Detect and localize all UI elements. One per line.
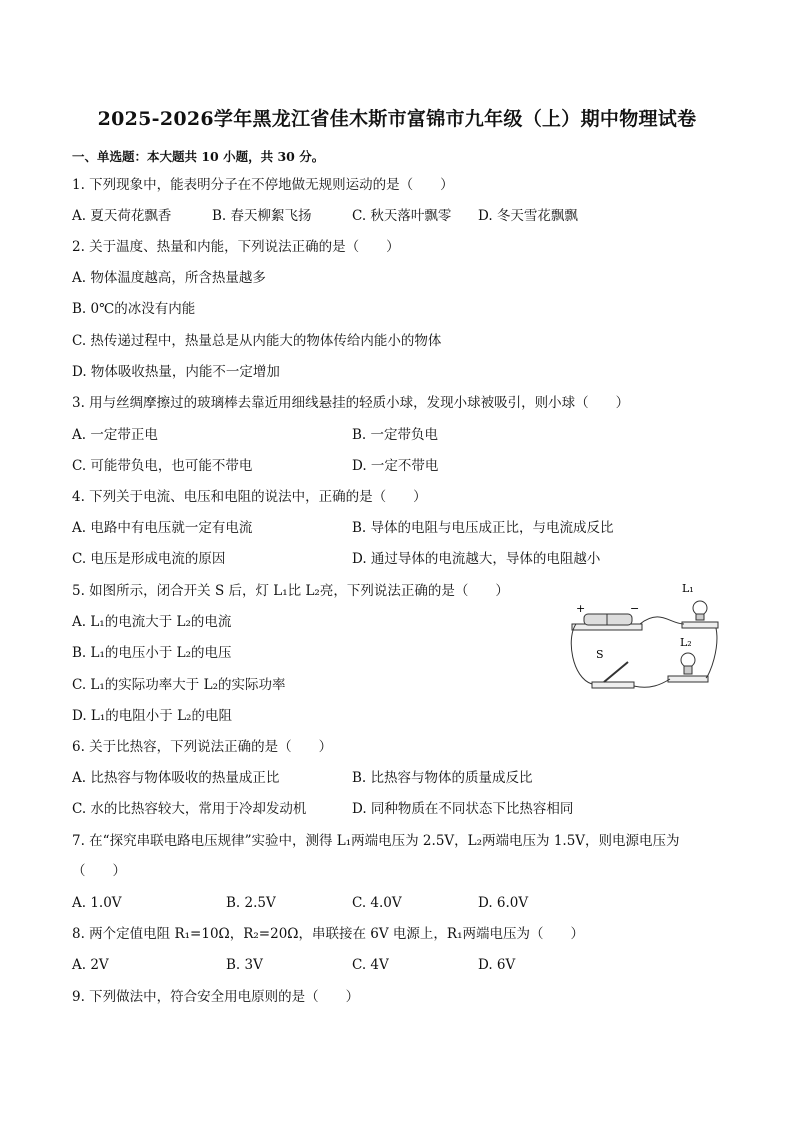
battery-plus-label: + — [576, 602, 586, 615]
lamp-2-board — [668, 676, 708, 682]
question-9-stem: 9. 下列做法中，符合安全用电原则的是（ ） — [72, 989, 360, 1005]
q5-option-c: C. L₁的实际功率大于 L₂的实际功率 — [72, 677, 286, 693]
q2-option-c: C. 热传递过程中，热量总是从内能大的物体传给内能小的物体 — [72, 333, 442, 349]
q4-option-c: C. 电压是形成电流的原因 — [72, 551, 226, 567]
q8-option-a: A. 2V — [72, 957, 109, 973]
question-3-stem: 3. 用与丝绸摩擦过的玻璃棒去靠近用细线悬挂的轻质小球，发现小球被吸引，则小球（ ） — [72, 395, 630, 411]
battery — [584, 614, 632, 625]
q7-option-c: C. 4.0V — [352, 895, 402, 911]
lamp-1-board — [682, 622, 718, 628]
question-6-stem: 6. 关于比热容，下列说法正确的是（ ） — [72, 739, 333, 755]
q1-option-c: C. 秋天落叶飘零 — [352, 208, 452, 224]
q3-option-a: A. 一定带正电 — [72, 427, 158, 443]
lamp-1-bulb — [693, 601, 707, 615]
q5-option-d: D. L₁的电阻小于 L₂的电阻 — [72, 708, 232, 724]
question-7-stem: 7. 在“探究串联电路电压规律”实验中，测得 L₁两端电压为 2.5V，L₂两端电压为 1.5V，则电源电压为 — [72, 833, 680, 849]
q4-option-a: A. 电路中有电压就一定有电流 — [72, 520, 253, 536]
q6-option-c: C. 水的比热容较大，常用于冷却发动机 — [72, 801, 307, 817]
q2-option-d: D. 物体吸收热量，内能不一定增加 — [72, 364, 280, 380]
q1-option-b: B. 春天柳絮飞扬 — [212, 208, 312, 224]
question-5-stem: 5. 如图所示，闭合开关 S 后，灯 L₁比 L₂亮，下列说法正确的是（ ） — [72, 583, 509, 599]
section-heading: 一、单选题：本大题共 10 小题，共 30 分。 — [72, 149, 325, 164]
q2-option-b: B. 0℃的冰没有内能 — [72, 301, 196, 317]
q7-option-d: D. 6.0V — [478, 895, 529, 911]
question-1-stem: 1. 下列现象中，能表明分子在不停地做无规则运动的是（ ） — [72, 177, 454, 193]
q8-option-c: C. 4V — [352, 957, 389, 973]
q8-option-b: B. 3V — [226, 957, 263, 973]
q1-option-a: A. 夏天荷花飘香 — [72, 208, 172, 224]
lamp-1-label: L₁ — [682, 582, 694, 595]
q8-option-d: D. 6V — [478, 957, 516, 973]
question-8-stem: 8. 两个定值电阻 R₁=10Ω，R₂=20Ω，串联接在 6V 电源上，R₁两端电压为（ ） — [72, 926, 584, 942]
lamp-2-bulb — [681, 653, 695, 667]
q3-option-d: D. 一定不带电 — [352, 458, 439, 474]
page-title: 2025-2026学年黑龙江省佳木斯市富锦市九年级（上）期中物理试卷 — [97, 108, 697, 130]
switch-label: S — [596, 648, 604, 661]
battery-minus-label: − — [630, 602, 640, 615]
question-2-stem: 2. 关于温度、热量和内能，下列说法正确的是（ ） — [72, 239, 400, 255]
q5-option-a: A. L₁的电流大于 L₂的电流 — [72, 614, 232, 630]
q1-option-d: D. 冬天雪花飘飘 — [478, 208, 578, 224]
question-7-stem-continued: （ ） — [72, 863, 126, 879]
wire — [634, 679, 670, 687]
switch-board — [592, 682, 634, 688]
q2-option-a: A. 物体温度越高，所含热量越多 — [72, 270, 266, 286]
q4-option-b: B. 导体的电阻与电压成正比，与电流成反比 — [352, 520, 614, 536]
wire — [640, 617, 684, 624]
switch-lever — [604, 662, 628, 682]
q4-option-d: D. 通过导体的电流越大，导体的电阻越小 — [352, 551, 601, 567]
q6-option-b: B. 比热容与物体的质量成反比 — [352, 770, 533, 786]
q6-option-d: D. 同种物质在不同状态下比热容相同 — [352, 801, 574, 817]
q5-option-b: B. L₁的电压小于 L₂的电压 — [72, 645, 232, 661]
lamp-2-label: L₂ — [680, 636, 692, 649]
question-4-stem: 4. 下列关于电流、电压和电阻的说法中，正确的是（ ） — [72, 489, 427, 505]
q3-option-b: B. 一定带负电 — [352, 427, 439, 443]
wire — [706, 628, 717, 678]
q7-option-a: A. 1.0V — [72, 895, 122, 911]
q7-option-b: B. 2.5V — [226, 895, 276, 911]
q3-option-c: C. 可能带负电，也可能不带电 — [72, 458, 253, 474]
circuit-diagram — [570, 578, 720, 696]
q6-option-a: A. 比热容与物体吸收的热量成正比 — [72, 770, 280, 786]
wire — [571, 624, 592, 684]
